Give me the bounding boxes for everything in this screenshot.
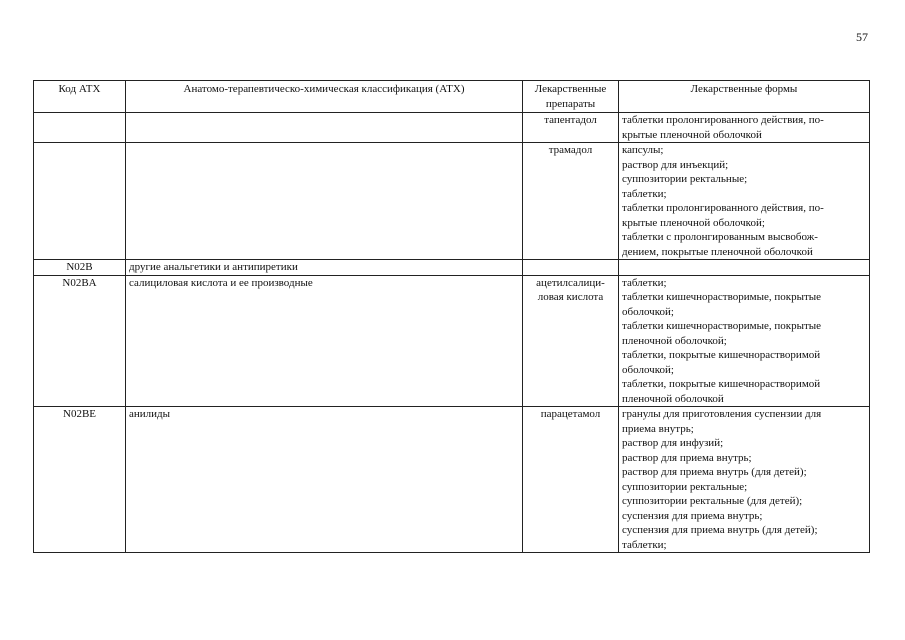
form-line: суспензия для приема внутрь (для детей);	[622, 524, 818, 536]
forms-list	[622, 143, 866, 259]
header-forms: Лекарственные формы	[619, 81, 870, 113]
form-line: раствор для инъекций;	[622, 158, 729, 171]
header-drugs: Лекарственные препараты	[523, 81, 619, 113]
form-line: таблетки;	[622, 276, 667, 289]
forms-list	[622, 276, 866, 407]
forms-cell	[619, 407, 870, 553]
form-line: раствор для приема внутрь;	[622, 451, 752, 464]
classification-cell	[126, 143, 523, 260]
header-classification: Анатомо-терапевтическо-химическая классификация (АТХ)	[126, 81, 523, 113]
form-line: приема внутрь;	[622, 422, 694, 435]
form-line: пленочной оболочкой	[622, 392, 724, 405]
drug-cell	[523, 260, 619, 276]
form-line: оболочкой;	[622, 363, 674, 376]
form-line: таблетки с пролонгированным высвобож-	[622, 231, 818, 243]
atx-code-cell	[34, 113, 126, 143]
form-line: раствор для приема внутрь (для детей);	[622, 466, 807, 478]
form-line: таблетки пролонгированного действия, по-	[622, 114, 824, 126]
drug-cell: трамадол	[523, 143, 619, 260]
atx-code-cell: N02B	[34, 260, 126, 276]
form-line: суспензия для приема внутрь;	[622, 509, 763, 522]
forms-cell	[619, 113, 870, 143]
form-line: оболочкой;	[622, 305, 674, 318]
form-line: таблетки, покрытые кишечнорастворимой	[622, 378, 821, 390]
atx-table	[33, 80, 870, 553]
form-line: суппозитории ректальные;	[622, 480, 748, 493]
table-row	[34, 275, 870, 407]
table-row	[34, 143, 870, 260]
header-code: Код АТХ	[34, 81, 126, 113]
forms-list	[622, 407, 866, 552]
table-row	[34, 260, 870, 276]
form-line: таблетки;	[622, 538, 667, 551]
form-line: раствор для инфузий;	[622, 437, 724, 449]
classification-cell: другие анальгетики и антипиретики	[126, 260, 523, 276]
drug-cell: тапентадол	[523, 113, 619, 143]
table-body	[34, 113, 870, 553]
drug-cell: парацетамол	[523, 407, 619, 553]
classification-cell: салициловая кислота и ее производные	[126, 275, 523, 407]
table-header-row	[34, 81, 870, 113]
drug-cell: ацетилсалици- ловая кислота	[523, 275, 619, 407]
form-line: таблетки, покрытые кишечнорастворимой	[622, 349, 821, 361]
form-line: таблетки;	[622, 187, 667, 200]
form-line: дением, покрытые пленочной оболочкой	[622, 245, 813, 258]
form-line: таблетки кишечнорастворимые, покрытые	[622, 320, 822, 332]
form-line: гранулы для приготовления суспензии для	[622, 408, 822, 420]
forms-cell	[619, 143, 870, 260]
forms-list	[622, 113, 866, 142]
forms-cell	[619, 275, 870, 407]
form-line: пленочной оболочкой;	[622, 334, 727, 347]
form-line: крытые пленочной оболочкой;	[622, 216, 765, 229]
forms-cell	[619, 260, 870, 276]
classification-cell: анилиды	[126, 407, 523, 553]
form-line: крытые пленочной оболочкой	[622, 128, 762, 141]
page-number: 57	[856, 30, 868, 44]
atx-code-cell	[34, 143, 126, 260]
atx-code-cell: N02BA	[34, 275, 126, 407]
table-row	[34, 407, 870, 553]
table-row	[34, 113, 870, 143]
form-line: капсулы;	[622, 144, 664, 156]
form-line: таблетки пролонгированного действия, по-	[622, 202, 824, 214]
classification-cell	[126, 113, 523, 143]
form-line: таблетки кишечнорастворимые, покрытые	[622, 291, 822, 303]
atx-code-cell: N02BE	[34, 407, 126, 553]
form-line: суппозитории ректальные (для детей);	[622, 495, 803, 507]
form-line: суппозитории ректальные;	[622, 173, 748, 185]
